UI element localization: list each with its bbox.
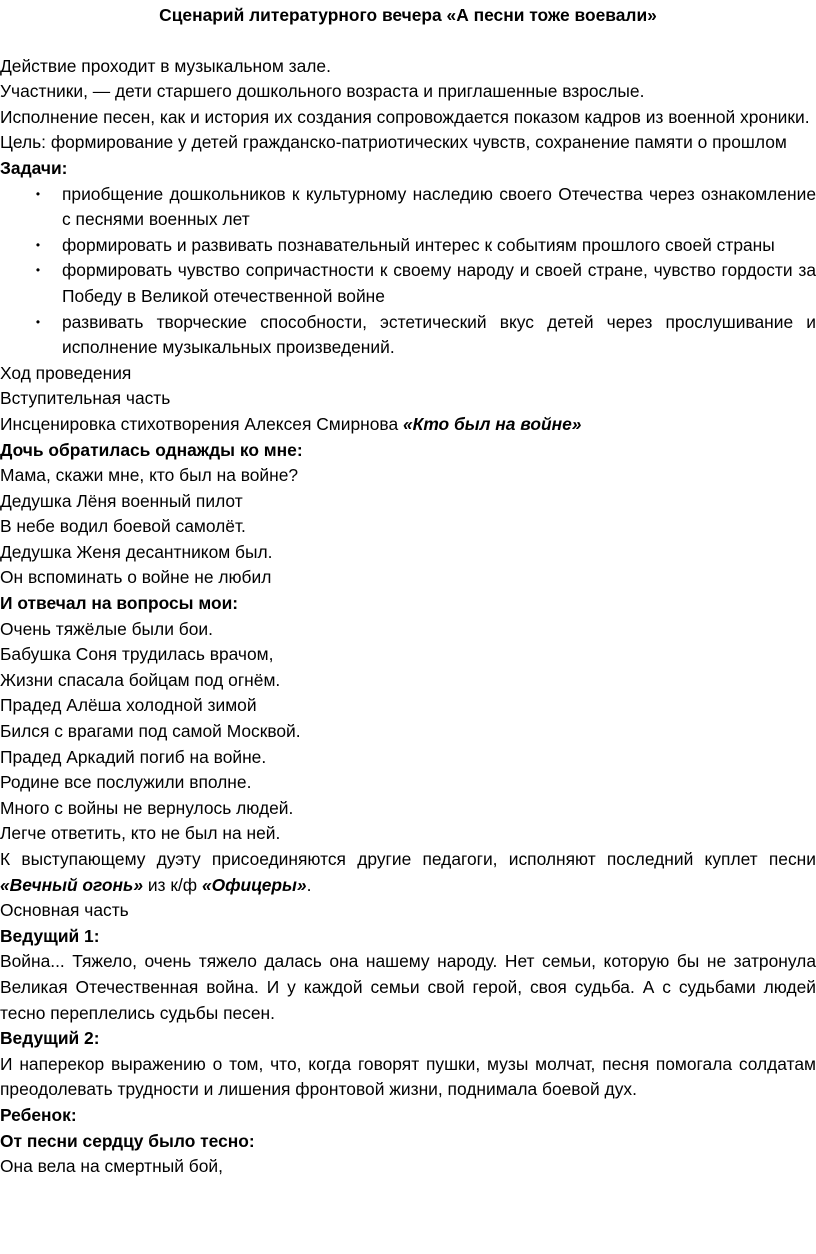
- child-line: Она вела на смертный бой,: [0, 1156, 223, 1177]
- bullet-icon: •: [35, 237, 41, 252]
- poem-line: Жизни спасала бойцам под огнём.: [0, 669, 281, 690]
- progress-heading: Ход проведения: [0, 362, 132, 383]
- document-title: Сценарий литературного вечера «А песни тоже воевали»: [159, 5, 657, 25]
- film-title: «Офицеры»: [201, 874, 307, 895]
- main-part-heading: Основная часть: [0, 900, 129, 921]
- poem-line: В небе водил боевой самолёт.: [0, 516, 246, 537]
- intro-line-location: Действие проходит в музыкальном зале.: [0, 55, 331, 76]
- poem-line: Мама, скажи мне, кто был на войне?: [0, 465, 299, 486]
- poem-line: Легче ответить, кто не был на ней.: [0, 823, 281, 844]
- poem-line: Прадед Аркадий погиб на войне.: [0, 746, 267, 767]
- host2-text: И наперекор выражению о том, что, когда говорят пушки, музы молчат, песня помогала солдатам преодолевать трудности и лишения фронтовой жизни, поднимала боевой дух.: [0, 1053, 816, 1100]
- poem-stanza-1: [0, 463, 816, 591]
- poem-heading-1: Дочь обратилась однажды ко мне:: [0, 439, 303, 460]
- bullet-icon: •: [35, 314, 41, 329]
- task-item: • формировать чувство сопричастности к своему народу и своей стране, чувство гордости за Победу в Великой отечественной войне: [0, 258, 816, 309]
- host1-text: Война... Тяжело, очень тяжело далась она нашему народу. Нет семьи, которую бы не затронула Великая Отечественная война. И у каждой семьи свой герой, своя судьба. А с судьбами людей тесно переплелись судьбы песен.: [0, 951, 816, 1023]
- staging-line: Инсценировка стихотворения Алексея Смирнова «Кто был на войне»: [0, 413, 582, 434]
- poem-line: Очень тяжёлые были бои.: [0, 618, 213, 639]
- poem-line: Дедушка Женя десантником был.: [0, 541, 273, 562]
- tasks-heading: Задачи:: [0, 157, 68, 178]
- poem-heading-2: И отвечал на вопросы мои:: [0, 593, 239, 614]
- tasks-list: [0, 182, 816, 361]
- intro-part-heading: Вступительная часть: [0, 388, 171, 409]
- poem-line: Дедушка Лёня военный пилот: [0, 490, 243, 511]
- poem-line: Много с войны не вернулось людей.: [0, 797, 294, 818]
- task-item: • формировать и развивать познавательный интерес к событиям прошлого своей страны: [0, 233, 816, 259]
- poem-stanza-2: [0, 617, 816, 847]
- intro-line-participants: Участники, — дети старшего дошкольного возраста и приглашенные взрослые.: [0, 81, 645, 102]
- task-item: • приобщение дошкольников к культурному наследию своего Отечества через ознакомление с песнями военных лет: [0, 182, 816, 233]
- bullet-icon: •: [35, 186, 41, 201]
- duet-paragraph: К выступающему дуэту присоединяются другие педагоги, исполняют последний куплет песни «Вечный огонь» из к/ф «Офицеры».: [0, 849, 816, 895]
- poem-line: Бабушка Соня трудилась врачом,: [0, 644, 274, 665]
- intro-line-goal: Цель: формирование у детей гражданско-патриотических чувств, сохранение памяти о прошлом: [0, 132, 787, 153]
- host1-label: Ведущий 1:: [0, 925, 100, 946]
- host2-label: Ведущий 2:: [0, 1028, 100, 1049]
- poem-line: Родине все послужили вполне.: [0, 772, 252, 793]
- intro-line-performance: Исполнение песен, как и история их создания сопровождается показом кадров из военной хроники.: [0, 106, 810, 127]
- song-title: «Вечный огонь»: [0, 874, 144, 895]
- poem-line: Прадед Алёша холодной зимой: [0, 695, 257, 716]
- poem-title: «Кто был на войне»: [402, 413, 582, 434]
- child-heading: От песни сердцу было тесно:: [0, 1130, 255, 1151]
- child-label: Ребенок:: [0, 1104, 77, 1125]
- poem-line: Он вспоминать о войне не любил: [0, 567, 272, 588]
- task-item: • развивать творческие способности, эстетический вкус детей через прослушивание и исполнение музыкальных произведений.: [0, 310, 816, 361]
- poem-line: Бился с врагами под самой Москвой.: [0, 721, 301, 742]
- bullet-icon: •: [35, 263, 41, 278]
